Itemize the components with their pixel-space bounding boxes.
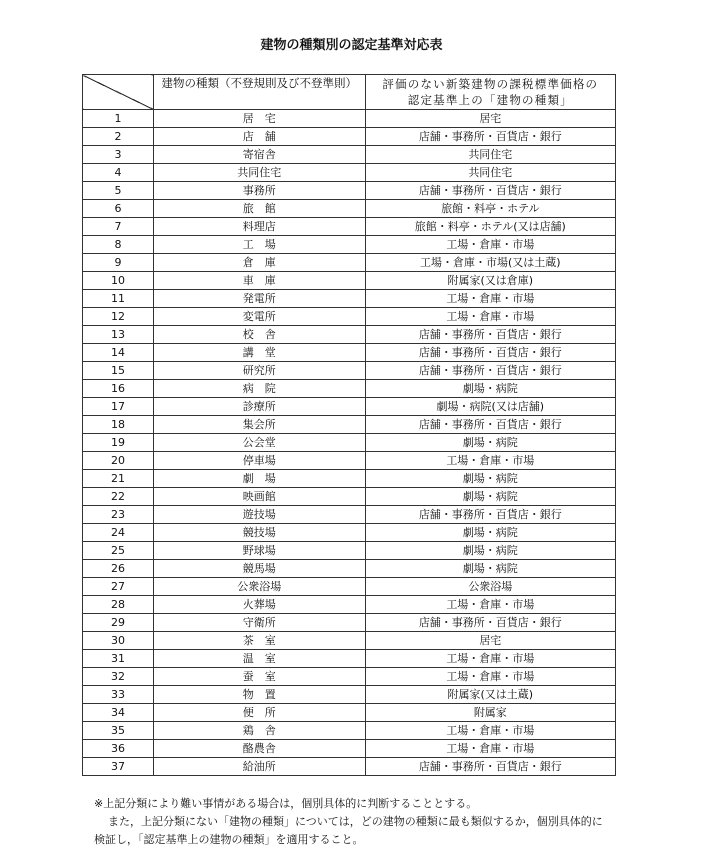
standard-type-cell: 附属家(又は土蔵) bbox=[365, 686, 615, 704]
row-number: 35 bbox=[83, 722, 154, 740]
table-row bbox=[83, 668, 616, 686]
standard-type-cell: 店舗・事務所・百貨店・銀行 bbox=[365, 614, 615, 632]
standard-type-cell: 工場・倉庫・市場 bbox=[365, 596, 615, 614]
table-row bbox=[83, 200, 616, 218]
row-number: 22 bbox=[83, 488, 154, 506]
standard-type-cell: 店舗・事務所・百貨店・銀行 bbox=[365, 506, 615, 524]
row-number: 24 bbox=[83, 524, 154, 542]
table-row bbox=[83, 416, 616, 434]
building-type-cell: 寄宿舎 bbox=[153, 146, 365, 164]
table-row bbox=[83, 380, 616, 398]
standard-type-cell: 工場・倉庫・市場 bbox=[365, 650, 615, 668]
building-type-cell: 集会所 bbox=[153, 416, 365, 434]
row-number: 23 bbox=[83, 506, 154, 524]
table-header-row bbox=[83, 75, 616, 110]
table-row bbox=[83, 632, 616, 650]
standard-type-cell: 附属家(又は倉庫) bbox=[365, 272, 615, 290]
standard-type-cell: 工場・倉庫・市場 bbox=[365, 308, 615, 326]
table-row bbox=[83, 740, 616, 758]
table-row bbox=[83, 182, 616, 200]
standard-type-cell: 工場・倉庫・市場 bbox=[365, 452, 615, 470]
row-number: 30 bbox=[83, 632, 154, 650]
note-line-2: また，上記分類にない「建物の種類」については，どの建物の種類に最も類似するか，個別具体的に bbox=[108, 815, 603, 828]
row-number: 36 bbox=[83, 740, 154, 758]
notes bbox=[94, 795, 694, 849]
row-number: 8 bbox=[83, 236, 154, 254]
row-number: 34 bbox=[83, 704, 154, 722]
standard-type-cell: 工場・倉庫・市場 bbox=[365, 722, 615, 740]
standard-type-cell: 旅館・料亭・ホテル(又は店舗) bbox=[365, 218, 615, 236]
standard-type-cell: 居宅 bbox=[365, 110, 615, 128]
row-number: 6 bbox=[83, 200, 154, 218]
building-type-cell: 温 室 bbox=[153, 650, 365, 668]
row-number: 21 bbox=[83, 470, 154, 488]
table-row bbox=[83, 506, 616, 524]
standard-type-cell: 店舗・事務所・百貨店・銀行 bbox=[365, 344, 615, 362]
building-type-cell: 公会堂 bbox=[153, 434, 365, 452]
row-number: 27 bbox=[83, 578, 154, 596]
table-row bbox=[83, 362, 616, 380]
table-row bbox=[83, 308, 616, 326]
standard-type-cell: 劇場・病院 bbox=[365, 380, 615, 398]
building-type-cell: 共同住宅 bbox=[153, 164, 365, 182]
table-row bbox=[83, 578, 616, 596]
table-row bbox=[83, 686, 616, 704]
row-number: 12 bbox=[83, 308, 154, 326]
building-type-cell: 診療所 bbox=[153, 398, 365, 416]
row-number: 13 bbox=[83, 326, 154, 344]
standard-type-cell: 劇場・病院 bbox=[365, 434, 615, 452]
table-row bbox=[83, 452, 616, 470]
table-row bbox=[83, 614, 616, 632]
row-number: 28 bbox=[83, 596, 154, 614]
page-title: 建物の種類別の認定基準対応表 bbox=[260, 38, 443, 53]
row-number: 2 bbox=[83, 128, 154, 146]
row-number: 15 bbox=[83, 362, 154, 380]
standard-type-cell: 附属家 bbox=[365, 704, 615, 722]
row-number: 1 bbox=[83, 110, 154, 128]
standard-type-cell: 店舗・事務所・百貨店・銀行 bbox=[365, 362, 615, 380]
table-row bbox=[83, 596, 616, 614]
building-type-cell: 居 宅 bbox=[153, 110, 365, 128]
header-standard-type-line1: 評価のない新築建物の課税標準価格の bbox=[382, 77, 599, 91]
building-type-cell: 物 置 bbox=[153, 686, 365, 704]
table-row bbox=[83, 650, 616, 668]
standard-type-cell: 店舗・事務所・百貨店・銀行 bbox=[365, 128, 615, 146]
standard-type-cell: 共同住宅 bbox=[365, 146, 615, 164]
table-row bbox=[83, 254, 616, 272]
standard-type-cell: 共同住宅 bbox=[365, 164, 615, 182]
building-type-cell: 酪農舎 bbox=[153, 740, 365, 758]
building-type-cell: 車 庫 bbox=[153, 272, 365, 290]
building-type-cell: 給油所 bbox=[153, 758, 365, 776]
standard-type-cell: 店舗・事務所・百貨店・銀行 bbox=[365, 326, 615, 344]
building-type-cell: 鶏 舎 bbox=[153, 722, 365, 740]
building-type-cell: 店 舗 bbox=[153, 128, 365, 146]
row-number: 16 bbox=[83, 380, 154, 398]
standard-type-cell: 劇場・病院 bbox=[365, 542, 615, 560]
building-type-cell: 事務所 bbox=[153, 182, 365, 200]
row-number: 10 bbox=[83, 272, 154, 290]
standard-type-cell: 劇場・病院 bbox=[365, 470, 615, 488]
building-type-cell: 変電所 bbox=[153, 308, 365, 326]
row-number: 19 bbox=[83, 434, 154, 452]
table-row bbox=[83, 218, 616, 236]
standard-type-cell: 工場・倉庫・市場 bbox=[365, 236, 615, 254]
building-type-cell: 工 場 bbox=[153, 236, 365, 254]
standard-type-cell: 居宅 bbox=[365, 632, 615, 650]
building-type-cell: 研究所 bbox=[153, 362, 365, 380]
header-building-type: 建物の種類（不登規則及び不登準則） bbox=[153, 75, 365, 110]
table-row bbox=[83, 722, 616, 740]
building-type-cell: 蚕 室 bbox=[153, 668, 365, 686]
row-number: 7 bbox=[83, 218, 154, 236]
row-number: 33 bbox=[83, 686, 154, 704]
building-type-cell: 守衛所 bbox=[153, 614, 365, 632]
standard-type-cell: 工場・倉庫・市場 bbox=[365, 740, 615, 758]
row-number: 11 bbox=[83, 290, 154, 308]
standard-type-cell: 劇場・病院(又は店舗) bbox=[365, 398, 615, 416]
standard-type-cell: 工場・倉庫・市場 bbox=[365, 290, 615, 308]
row-number: 17 bbox=[83, 398, 154, 416]
row-number: 14 bbox=[83, 344, 154, 362]
row-number: 29 bbox=[83, 614, 154, 632]
table-row bbox=[83, 272, 616, 290]
building-type-cell: 講 堂 bbox=[153, 344, 365, 362]
building-type-cell: 停車場 bbox=[153, 452, 365, 470]
note-line-3: 検証し，「認定基準上の建物の種類」を適用すること。 bbox=[94, 833, 364, 846]
building-type-cell: 旅 館 bbox=[153, 200, 365, 218]
building-type-cell: 茶 室 bbox=[153, 632, 365, 650]
building-type-cell: 火葬場 bbox=[153, 596, 365, 614]
building-type-cell: 倉 庫 bbox=[153, 254, 365, 272]
table-row bbox=[83, 128, 616, 146]
table-row bbox=[83, 560, 616, 578]
row-number: 9 bbox=[83, 254, 154, 272]
row-number: 32 bbox=[83, 668, 154, 686]
table-row bbox=[83, 758, 616, 776]
building-type-cell: 劇 場 bbox=[153, 470, 365, 488]
standard-type-cell: 店舗・事務所・百貨店・銀行 bbox=[365, 182, 615, 200]
standard-type-cell: 劇場・病院 bbox=[365, 560, 615, 578]
header-standard-type-line2: 認定基準上の「建物の種類」 bbox=[407, 93, 573, 107]
table-row bbox=[83, 434, 616, 452]
table-row bbox=[83, 290, 616, 308]
table-row bbox=[83, 542, 616, 560]
table-row bbox=[83, 164, 616, 182]
building-type-cell: 料理店 bbox=[153, 218, 365, 236]
table-row bbox=[83, 524, 616, 542]
row-number: 37 bbox=[83, 758, 154, 776]
table-row bbox=[83, 110, 616, 128]
table-row bbox=[83, 146, 616, 164]
standard-type-cell: 工場・倉庫・市場 bbox=[365, 668, 615, 686]
table-row bbox=[83, 326, 616, 344]
building-type-cell: 便 所 bbox=[153, 704, 365, 722]
building-type-cell: 競馬場 bbox=[153, 560, 365, 578]
header-diagonal-cell bbox=[83, 75, 154, 110]
row-number: 25 bbox=[83, 542, 154, 560]
standard-type-cell: 店舗・事務所・百貨店・銀行 bbox=[365, 758, 615, 776]
building-type-table bbox=[82, 74, 616, 776]
table-row bbox=[83, 344, 616, 362]
building-type-cell: 病 院 bbox=[153, 380, 365, 398]
table-row bbox=[83, 470, 616, 488]
building-type-cell: 校 舎 bbox=[153, 326, 365, 344]
standard-type-cell: 旅館・料亭・ホテル bbox=[365, 200, 615, 218]
row-number: 26 bbox=[83, 560, 154, 578]
note-line-1: ※上記分類により難い事情がある場合は，個別具体的に判断することとする。 bbox=[94, 797, 478, 810]
row-number: 18 bbox=[83, 416, 154, 434]
building-type-cell: 遊技場 bbox=[153, 506, 365, 524]
standard-type-cell: 工場・倉庫・市場(又は土蔵) bbox=[365, 254, 615, 272]
row-number: 3 bbox=[83, 146, 154, 164]
standard-type-cell: 店舗・事務所・百貨店・銀行 bbox=[365, 416, 615, 434]
table-row bbox=[83, 488, 616, 506]
building-type-cell: 野球場 bbox=[153, 542, 365, 560]
building-type-cell: 発電所 bbox=[153, 290, 365, 308]
standard-type-cell: 劇場・病院 bbox=[365, 524, 615, 542]
table-row bbox=[83, 704, 616, 722]
row-number: 5 bbox=[83, 182, 154, 200]
row-number: 20 bbox=[83, 452, 154, 470]
row-number: 31 bbox=[83, 650, 154, 668]
table-row bbox=[83, 398, 616, 416]
row-number: 4 bbox=[83, 164, 154, 182]
building-type-cell: 公衆浴場 bbox=[153, 578, 365, 596]
building-type-cell: 競技場 bbox=[153, 524, 365, 542]
building-type-cell: 映画館 bbox=[153, 488, 365, 506]
standard-type-cell: 公衆浴場 bbox=[365, 578, 615, 596]
header-standard-type bbox=[365, 75, 615, 110]
standard-type-cell: 劇場・病院 bbox=[365, 488, 615, 506]
table-row bbox=[83, 236, 616, 254]
